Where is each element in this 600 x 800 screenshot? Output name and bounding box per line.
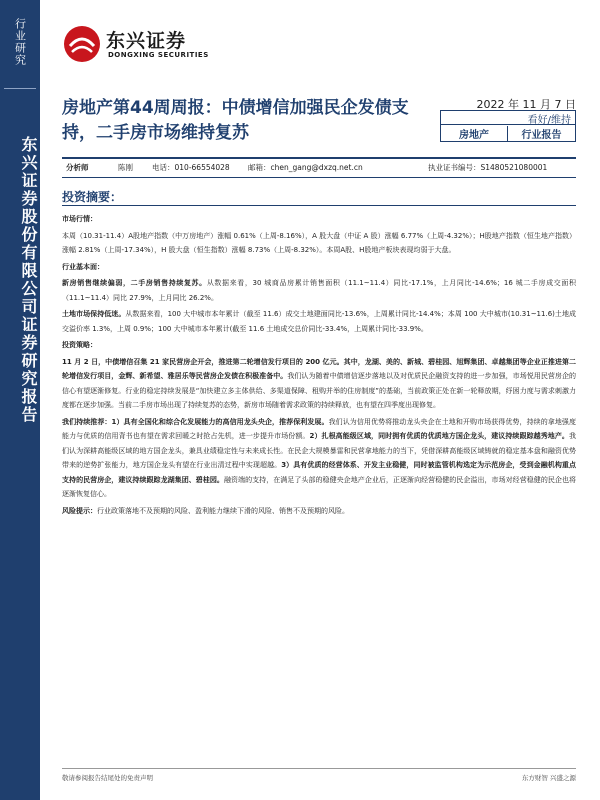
strategy-lead: 11 月 2 日，中债增信召集 21 家民营房企开会，推进第二轮增信发行项目的 200 亿元。其中，龙湖、美的、新城、碧桂园、旭辉集团、卓越集团等企业正推进第二轮增信发行项目，金辉、新希望、雅居乐等民营房企发债在积极准备中。: [62, 357, 576, 380]
logo-emblem-icon: [62, 24, 102, 64]
land-text: 从数据来看，100 大中城市本年累计（截至 11.6）成交土地建面同比-13.6%，上周累计同比-14.4%；本周 100 大中城市(10.31~11.6)土地成交溢价率 1.3%，上周 0.9%；100 大中城市本年累计(截至 11.6 土地成交总价同比-33.4%，上周累计同比-33.9%。: [62, 310, 576, 333]
report-title: 房地产第44周周报：中债增信加强民企发债支持，二手房市场维持复苏: [62, 98, 409, 143]
rating-box: [440, 110, 576, 142]
market-heading: 市场行情：: [62, 215, 97, 223]
analyst-label: 分析师: [66, 163, 89, 172]
strategy-text: 我们认为随着中债增信逐步落地以及对优质民企融资支持的进一步加强，市场悦用民营房企的信心有望逐渐修复。行业的稳定持续发展是“加快建立多主体供给、多渠道保障、租购并举的住房制度”的基础，当前政策正处在新一轮释放期，纾困力度与需求刺激力度都在逐步加强。当前二手房市场出现了持续复苏的态势，新房市场随着需求政策的持续释放，也有望在四季度出现修复。: [62, 372, 577, 409]
sales-lead: 新房销售继续偏弱，二手房销售持续复苏。: [62, 279, 207, 287]
analyst-phone: 电话：010-66554028: [152, 163, 230, 172]
strategy-paragraph: [62, 355, 576, 413]
sidebar: [0, 0, 40, 800]
logo-name-en: DONGXING SECURITIES: [108, 51, 209, 59]
report-type-label: 行业研究: [13, 18, 27, 66]
analyst-email: 邮箱：chen_gang@dxzq.net.cn: [248, 163, 363, 172]
analyst-cert: 执业证书编号：S1480521080001: [428, 163, 548, 172]
land-paragraph: [62, 307, 576, 336]
picks-text-3: 融资端的支持，在满足了头部的稳健央企地产企业后，正逐渐向经营稳健的民企溢出，市场对经营稳健的民企也将逐渐恢复信心。: [62, 475, 577, 498]
analyst-name: 陈刚: [118, 163, 133, 172]
sidebar-divider: [4, 88, 36, 89]
picks-text-2: 我们认为深耕高能级区域的地方国企龙头，兼具业绩稳定性与未来成长性。在民企大规模暴雷和民营拿地能力的当下，凭借深耕高能级区域铸就的稳定基本盘和融资优势带来的逆势扩张能力，地方国企龙头有望在行业出清过程中实现超越。: [62, 432, 577, 469]
footer-slogan: 东方财智 兴盛之源: [521, 774, 576, 782]
strategy-heading: 投资策略：: [62, 341, 97, 349]
picks-paragraph: [62, 415, 576, 502]
company-report-label: 东兴证券股份有限公司证券研究报告: [19, 136, 38, 424]
analyst-bar: [62, 157, 576, 178]
picks-lead-1: 我们持续推荐：1）具有全国化和综合化发展能力的高信用龙头央企，推荐保利发展。: [62, 417, 329, 426]
picks-lead-2: 2）扎根高能级区域，同时拥有优质的优质地方国企龙头，建议持续跟踪越秀地产。: [309, 432, 570, 440]
sales-paragraph: [62, 276, 576, 305]
footer-disclaimer: 敬请参阅报告结尾处的免责声明: [62, 774, 153, 782]
section-title: 投资摘要：: [62, 190, 123, 204]
market-paragraph: 本周（10.31-11.4）A股地产指数（中万房地产）涨幅 0.61%（上周-8.16%），A 股大盘（中证 A 股）涨幅 6.77%（上周-4.32%）；H股地产指数（恒生地产指数）涨幅 2.81%（上周-17.34%），H 股大盘（恒生指数）涨幅 8.73%（上周-8.32%）。本周A股、H股地产板块表现均弱于大盘。: [62, 231, 576, 254]
industry-label: 房地产: [441, 126, 508, 141]
footer-divider: [62, 768, 576, 769]
summary-content: [62, 210, 576, 520]
picks-text-1: 我们认为信用优势将推动龙头央企在土地和开购市场获得优势，持续的拿地强度能力与优质的信用背书也有望在需求回暖之时抢占先机，进一步提升市场份额。: [62, 417, 576, 440]
fundamental-heading: 行业基本面：: [62, 262, 104, 271]
sales-text: 从数据来看，30 城商品房累计销售面积（11.1~11.4）同比-17.1%，上月同比-14.6%；16 城二手房成交面积（11.1~11.4）同比 27.9%，上月同比 26.2%。: [62, 279, 577, 302]
report-date: 2022 年 11 月 7 日: [476, 98, 576, 111]
report-category-label: 行业报告: [521, 130, 562, 141]
risk-paragraph: [62, 504, 576, 519]
section-divider: [62, 205, 576, 206]
logo-name-cn: 东兴证券: [106, 30, 187, 52]
risk-lead: 风险提示：: [62, 506, 97, 515]
rating-label: 看好/维持: [441, 111, 575, 125]
land-lead: 土地市场保持低迷。: [62, 310, 126, 318]
company-logo: [62, 24, 222, 70]
picks-lead-3: 3）具有优质的经营体系、开发主业稳健，同时被监管机构选定为示范房企，受到金融机构重点支持的民营房企，建议持续跟踪龙湖集团、碧桂园。: [62, 461, 577, 484]
risk-text: 行业政策落地不及预期的风险、盈利能力继续下滑的风险、销售不及预期的风险。: [97, 506, 349, 515]
